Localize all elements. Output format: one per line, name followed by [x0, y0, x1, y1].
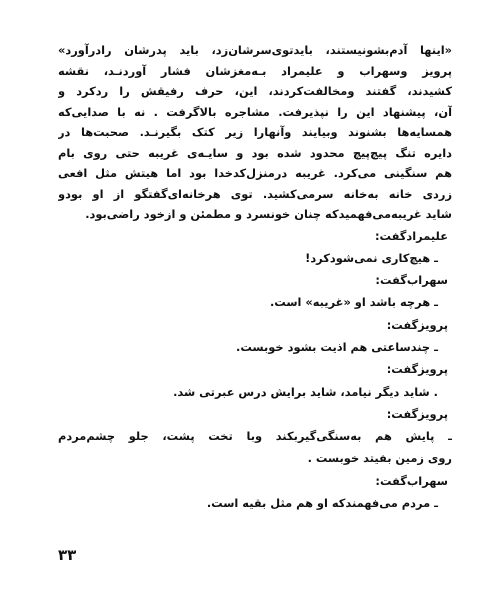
paragraph-line: همسایه‌ها بشنوند وبیایند وآنهارا زیر کتک بگیرنـد. صحبت‌ها در: [58, 125, 452, 139]
dialogue-line: ـ چندساعتی هم اذیت بشود خوبست.: [236, 339, 438, 354]
dialogue-line: ـ هیچ‌کاری نمی‌شودکرد!: [305, 250, 438, 265]
paragraph-line: پرویز وسهراب و علیمراد بـه‌مغزشان فشار آوردنـد، نقشه: [58, 63, 452, 78]
speaker-line: پرویزگفت:: [386, 317, 448, 332]
paragraph-line: هم سنگینی می‌کرد. غریبه درمنزل‌کدخدا بود اما هیتش مثل افعی: [58, 166, 452, 180]
paragraph-line: «اینها آدم‌بشو‌نیستند، بایدتوی‌سرشان‌زد، باید پدرشان رادرآورد»: [58, 43, 452, 57]
paragraph-line: زردی خانه به‌خانه سرمی‌کشید. توی هرخانه‌ای‌گفتگو از او بودو: [58, 186, 452, 201]
speaker-line: سهراب‌گفت:: [375, 473, 448, 488]
speaker-line: علیمرادگفت:: [375, 228, 448, 243]
speaker-line: پرویزگفت:: [386, 362, 448, 377]
speaker-line: سهراب‌گفت:: [375, 273, 448, 288]
paragraph-line: کشیدند، گفتند ومخالفت‌کردند، این، حرف رفیقش را ردکرد و: [58, 84, 452, 98]
dialogue-line: ـ پایش هم به‌سنگی‌گیربکند وبا تخت پشت، جلو چشم‌مردم: [58, 429, 452, 444]
paragraph-line: دایره تنگ پیچ‌پیچ محدود شده بود و سایـه‌ی غریبه حتی روی بام: [58, 145, 452, 160]
speaker-line: پرویزگفت:: [386, 406, 448, 421]
narrative-paragraph: [58, 40, 452, 225]
dialogue-line: ـ مردم می‌فهمندکه او هم مثل بقیه است.: [206, 496, 438, 511]
paragraph-line: شاید غریبه‌می‌فهمیدکه چنان خونسرد و مطمئن و ازخود راضی‌بود.: [85, 207, 452, 221]
page-number: ۳۳: [58, 546, 77, 564]
dialogue-section: [58, 225, 452, 515]
page-text: [58, 40, 452, 540]
paragraph-line: آن، پیشنهاد این را نپذیرفت. مشاجره بالاگرفت . نه با صدایی‌که: [58, 104, 452, 119]
dialogue-line: . شاید دیگر نیامد، شاید برایش درس عبرتی شد.: [173, 384, 438, 399]
dialogue-line-continued: روی زمین بفیتد خوبست .: [307, 451, 452, 466]
dialogue-line: ـ هرچه باشد او «غریبه» است.: [269, 295, 438, 310]
